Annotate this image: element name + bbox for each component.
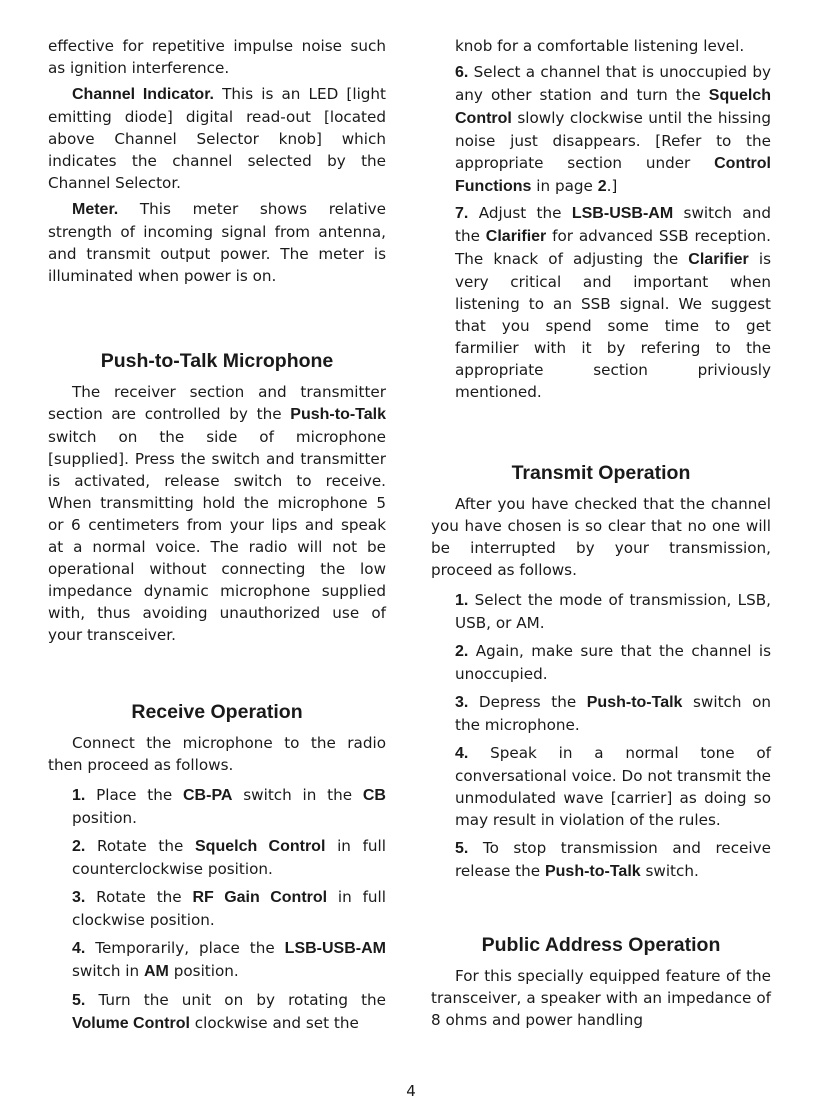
- transmit-step-4: [455, 742, 771, 831]
- step-text: Select a channel that is unoccupied by any other station and turn the: [455, 63, 771, 104]
- ptt-text-2: switch on the side of microphone [supplied]. Press the switch and transmitter is activated, release switch to receive. When transmitting hold the microphone 5 or 6 centimeters from your lips and speak at a normal voice. The radio will not be operational without connecting the low impedance dynamic microphone supplied with, thus avoiding unauthorized use of your transceiver.: [48, 428, 386, 644]
- step-number: 2.: [455, 643, 469, 660]
- receive-step-3: [72, 886, 386, 931]
- term-squelch-control: Squelch Control: [455, 87, 771, 127]
- step-text: Adjust the: [468, 204, 572, 222]
- term-volume-control: Volume Control: [72, 1015, 190, 1032]
- paragraph-receive-intro: Connect the microphone to the radio then proceed as follows.: [48, 734, 386, 774]
- term-channel-indicator: Channel Indicator.: [72, 86, 214, 103]
- heading-public-address-operation: Public Address Operation: [481, 934, 721, 956]
- transmit-step-1: [455, 589, 771, 634]
- term-control-functions: Control Functions: [455, 155, 771, 195]
- heading-receive-operation: Receive Operation: [131, 701, 303, 723]
- receive-step-1: [72, 784, 386, 829]
- step-text: Turn the unit on by rotating the: [85, 991, 386, 1009]
- step-text: in page: [531, 177, 598, 195]
- paragraph-transmit-intro: After you have checked that the channel you have chosen is so clear that no one will be interrupted by your transmission, proceed as follows.: [431, 495, 771, 579]
- step-number: 4.: [72, 940, 86, 957]
- step-text: Temporarily, place the: [85, 939, 285, 957]
- step-text: for advanced SSB reception. The knack of adjusting the: [455, 227, 771, 268]
- step-text: Depress the: [468, 693, 587, 711]
- page-reference: 2: [597, 178, 607, 195]
- meter-text: This meter shows relative strength of incoming signal from antenna, and transmit output power. The meter is illuminated when power is on.: [48, 200, 386, 285]
- heading-push-to-talk: Push-to-Talk Microphone: [100, 350, 334, 372]
- receive-steps: [48, 784, 386, 1035]
- term-lsb-usb-am: LSB-USB-AM: [284, 940, 386, 957]
- term-cb-pa: CB-PA: [183, 787, 233, 804]
- receive-step-7: [455, 202, 771, 403]
- step-text: is very critical and important when listening to an SSB signal. We suggest that you spend some time to get farmilier with it by refering to the appropriate section priviously mentioned.: [455, 250, 771, 401]
- step-number: 2.: [72, 838, 86, 855]
- step-text: Rotate the: [85, 888, 193, 906]
- step-text: Again, make sure that the channel is unoccupied.: [455, 642, 771, 683]
- transmit-step-3: [455, 691, 771, 736]
- term-cb: CB: [362, 787, 386, 804]
- page-number: 4: [406, 1082, 416, 1100]
- term-clarifier: Clarifier: [688, 251, 749, 268]
- step-number: 7.: [455, 205, 469, 222]
- step-text: switch in the: [232, 786, 363, 804]
- step-text: slowly clockwise until the hissing noise just disappears. [Refer to the appropriate section under: [455, 109, 771, 172]
- term-lsb-usb-am: LSB-USB-AM: [571, 205, 674, 222]
- step-text: switch in: [72, 962, 144, 980]
- paragraph-push-to-talk: [48, 381, 386, 646]
- paragraph-continuation: knob for a comfortable listening level.: [455, 37, 745, 55]
- transmit-steps: [455, 589, 771, 883]
- receive-step-5: [72, 989, 386, 1035]
- right-column: [431, 35, 771, 1031]
- step-text: Speak in a normal tone of conversational voice. Do not transmit the unmodulated wave [carrier] as doing so may result in violation of the rules.: [455, 744, 771, 829]
- step-text: in full clockwise position.: [72, 888, 386, 929]
- receive-step-2: [72, 835, 386, 880]
- step-text: To stop transmission and receive release the: [455, 839, 771, 880]
- term-squelch-control: Squelch Control: [195, 838, 326, 855]
- term-push-to-talk: Push-to-Talk: [586, 694, 683, 711]
- step-text: position.: [72, 809, 137, 827]
- step-number: 1.: [455, 592, 469, 609]
- step-number: 6.: [455, 64, 469, 81]
- step-text: switch and the: [455, 204, 771, 245]
- term-push-to-talk: Push-to-Talk: [544, 863, 641, 880]
- step-number: 3.: [72, 889, 86, 906]
- step-text: Select the mode of transmission, LSB, USB, or AM.: [455, 591, 771, 632]
- paragraph-ignition: effective for repetitive impulse noise such as ignition interference.: [48, 37, 386, 77]
- step-number: 3.: [455, 694, 469, 711]
- step-text: clockwise and set the: [189, 1014, 359, 1032]
- ptt-text-1: The receiver section and transmitter section are controlled by the: [48, 383, 386, 423]
- step-number: 4.: [455, 745, 469, 762]
- transmit-step-2: [455, 640, 771, 685]
- step-text: position.: [168, 962, 239, 980]
- receive-step-4: [72, 937, 386, 983]
- term-am: AM: [144, 963, 169, 980]
- term-clarifier: Clarifier: [485, 228, 547, 245]
- term-meter: Meter.: [72, 201, 119, 218]
- heading-transmit-operation: Transmit Operation: [511, 462, 691, 484]
- paragraph-channel-indicator: [48, 83, 386, 194]
- paragraph-public-address-intro: For this specially equipped feature of the transceiver, a speaker with an impedance of 8 ohms and power handling: [431, 967, 771, 1029]
- left-column: [48, 35, 386, 1035]
- channel-indicator-text: This is an LED [light emitting diode] digital read-out [located above Channel Selector knob] which indicates the channel selected by the Channel Selector.: [48, 85, 387, 192]
- step-text: Place the: [85, 786, 183, 804]
- receive-step-6: [455, 61, 771, 198]
- step-number: 5.: [455, 840, 469, 857]
- term-push-to-talk: Push-to-Talk: [290, 406, 386, 423]
- step-number: 1.: [72, 787, 86, 804]
- step-number: 5.: [72, 992, 86, 1009]
- step-text: Rotate the: [85, 837, 195, 855]
- step-text: switch on the microphone.: [455, 693, 771, 734]
- step-text: in full counterclockwise position.: [72, 837, 386, 878]
- term-rf-gain-control: RF Gain Control: [192, 889, 328, 906]
- transmit-step-5: [455, 837, 771, 883]
- step-text: .]: [606, 177, 618, 195]
- paragraph-meter: [48, 198, 386, 287]
- step-text: switch.: [640, 862, 699, 880]
